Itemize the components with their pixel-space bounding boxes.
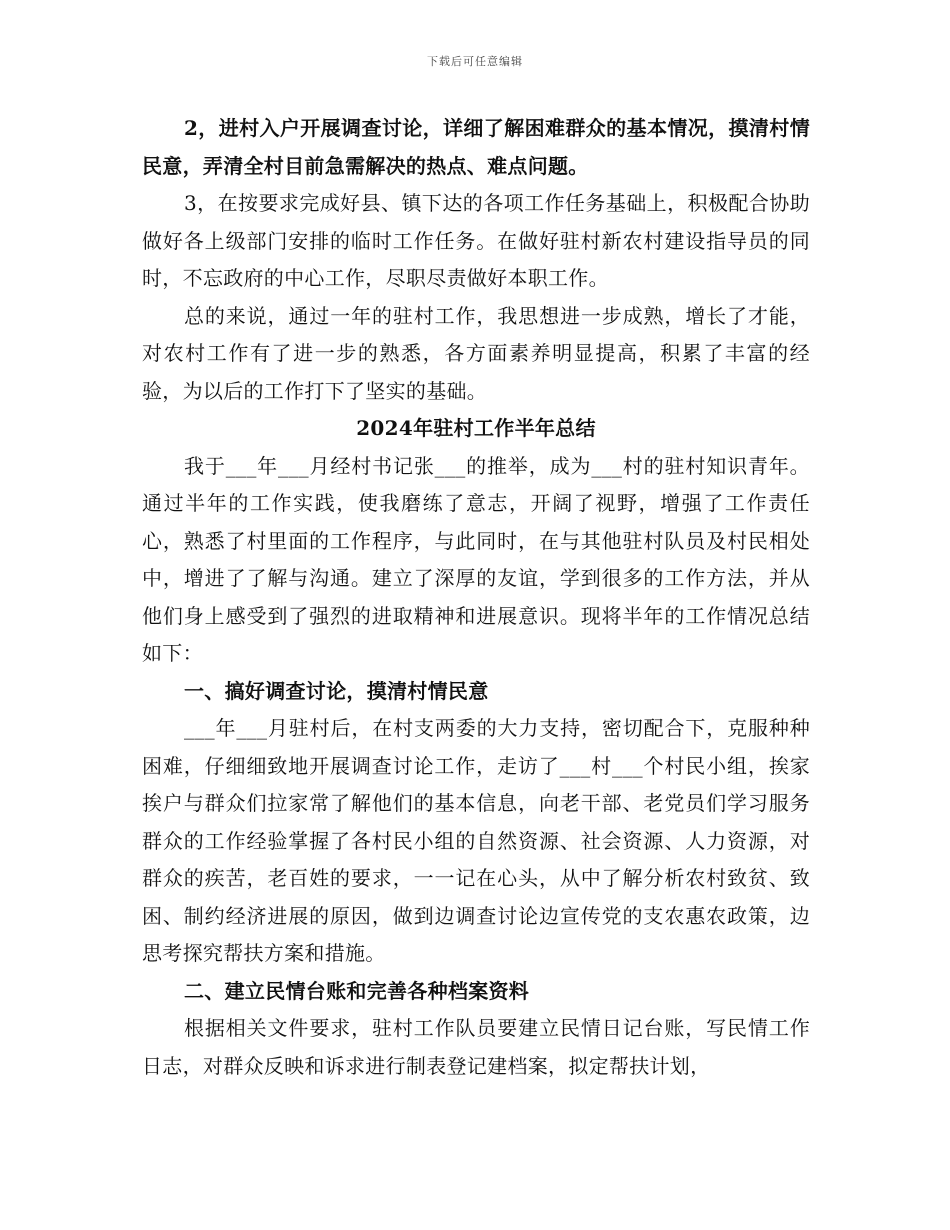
document-body: [142, 110, 810, 1085]
paragraph-section-2: 根据相关文件要求，驻村工作队员要建立民情日记台账，写民情工作日志，对群众反映和诉求进行制表登记建档案，拟定帮扶计划，: [142, 1016, 810, 1078]
page-header: 下载后可任意编辑: [427, 55, 523, 68]
paragraph-intro: 我于___年___月经村书记张___的推举，成为___村的驻村知识青年。通过半年的工作实践，使我磨练了意志，开阔了视野，增强了工作责任心，熟悉了村里面的工作程序，与此同时，在与其他驻村队员及村民相处中，增进了了解与沟通。建立了深厚的友谊，学到很多的工作方法，并从他们身上感受到了强烈的进取精神和进展意识。现将半年的工作情况总结如下：: [142, 453, 810, 665]
section-heading-1: 一、搞好调查讨论，摸清村情民意: [184, 678, 489, 703]
document-title: 2024年驻村工作半年总结: [356, 416, 596, 440]
paragraph-section-1: ___年___月驻村后，在村支两委的大力支持，密切配合下，克服种种困难，仔细细致地开展调查讨论工作，走访了___村___个村民小组，挨家挨户与群众们拉家常了解他们的基本信息，向老干部、老党员们学习服务群众的工作经验掌握了各村民小组的自然资源、社会资源、人力资源，对群众的疾苦，老百姓的要求，一一记在心头，从中了解分析农村致贫、致困、制约经济进展的原因，做到边调查讨论边宣传党的支农惠农政策，边思考探究帮扶方案和措施。: [142, 716, 810, 965]
paragraph-item-2: 2，进村入户开展调查讨论，详细了解困难群众的基本情况，摸清村情民意，弄清全村目前急需解决的热点、难点问题。: [142, 116, 810, 178]
paragraph-item-3: 3，在按要求完成好县、镇下达的各项工作任务基础上，积极配合协助做好各上级部门安排的临时工作任务。在做好驻村新农村建设指导员的同时，不忘政府的中心工作，尽职尽责做好本职工作。: [142, 191, 810, 290]
paragraph-conclusion: 总的来说，通过一年的驻村工作，我思想进一步成熟，增长了才能，对农村工作有了进一步的熟悉，各方面素养明显提高，积累了丰富的经验，为以后的工作打下了坚实的基础。: [142, 303, 810, 403]
section-heading-2: 二、建立民情台账和完善各种档案资料: [184, 978, 530, 1003]
